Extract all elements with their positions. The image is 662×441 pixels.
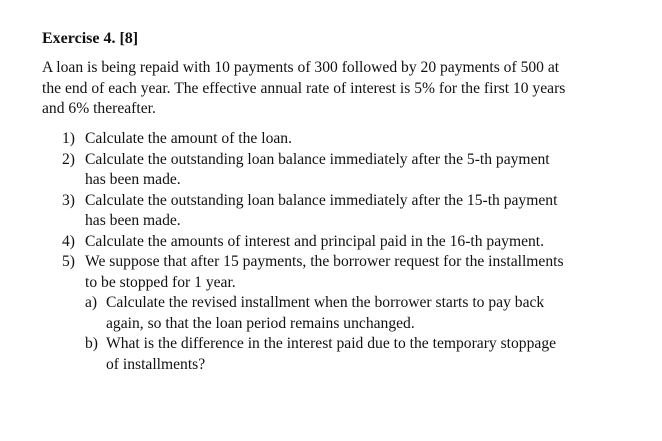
- question-text: Calculate the amount of the loan.: [85, 130, 292, 147]
- question-number: 3): [62, 191, 75, 209]
- exercise-title: Exercise 4. [8]: [42, 30, 139, 47]
- question-text: has been made.: [85, 212, 181, 229]
- question-5: [62, 252, 642, 375]
- subquestion-text: of installments?: [106, 355, 206, 373]
- subquestion-text: again, so that the loan period remains unchanged.: [106, 314, 415, 332]
- subquestion-letter: b): [85, 335, 98, 352]
- problem-statement: [42, 58, 642, 120]
- question-text: has been made.: [85, 171, 181, 188]
- question-text: Calculate the outstanding loan balance immediately after the 15-th payment: [85, 191, 558, 209]
- subquestion-b: [85, 334, 642, 375]
- question-text: to be stopped for 1 year.: [85, 273, 236, 291]
- question-3: [62, 191, 642, 232]
- question-1: [62, 129, 642, 150]
- statement-line: A loan is being repaid with 10 payments of 300 followed by 20 payments of 500 at: [42, 59, 560, 76]
- subquestion-text: What is the difference in the interest paid due to the temporary stoppage: [106, 335, 557, 352]
- question-text: Calculate the outstanding loan balance immediately after the 5-th payment: [85, 150, 550, 168]
- question-text: Calculate the amounts of interest and principal paid in the 16-th payment.: [85, 232, 545, 250]
- question-list: [62, 129, 642, 375]
- statement-line: and 6% thereafter.: [42, 100, 156, 117]
- question-number: 4): [62, 232, 75, 250]
- subquestion-a: [85, 293, 642, 334]
- subquestion-text: Calculate the revised installment when the borrower starts to pay back: [106, 294, 545, 311]
- question-2: [62, 150, 642, 191]
- question-text: We suppose that after 15 payments, the borrower request for the installments: [85, 253, 564, 270]
- question-number: 2): [62, 150, 75, 168]
- question-number: 1): [62, 130, 75, 147]
- question-4: [62, 232, 642, 253]
- question-number: 5): [62, 253, 75, 270]
- statement-line: the end of each year. The effective annual rate of interest is 5% for the first 10 years: [42, 79, 566, 97]
- subquestion-letter: a): [85, 294, 98, 311]
